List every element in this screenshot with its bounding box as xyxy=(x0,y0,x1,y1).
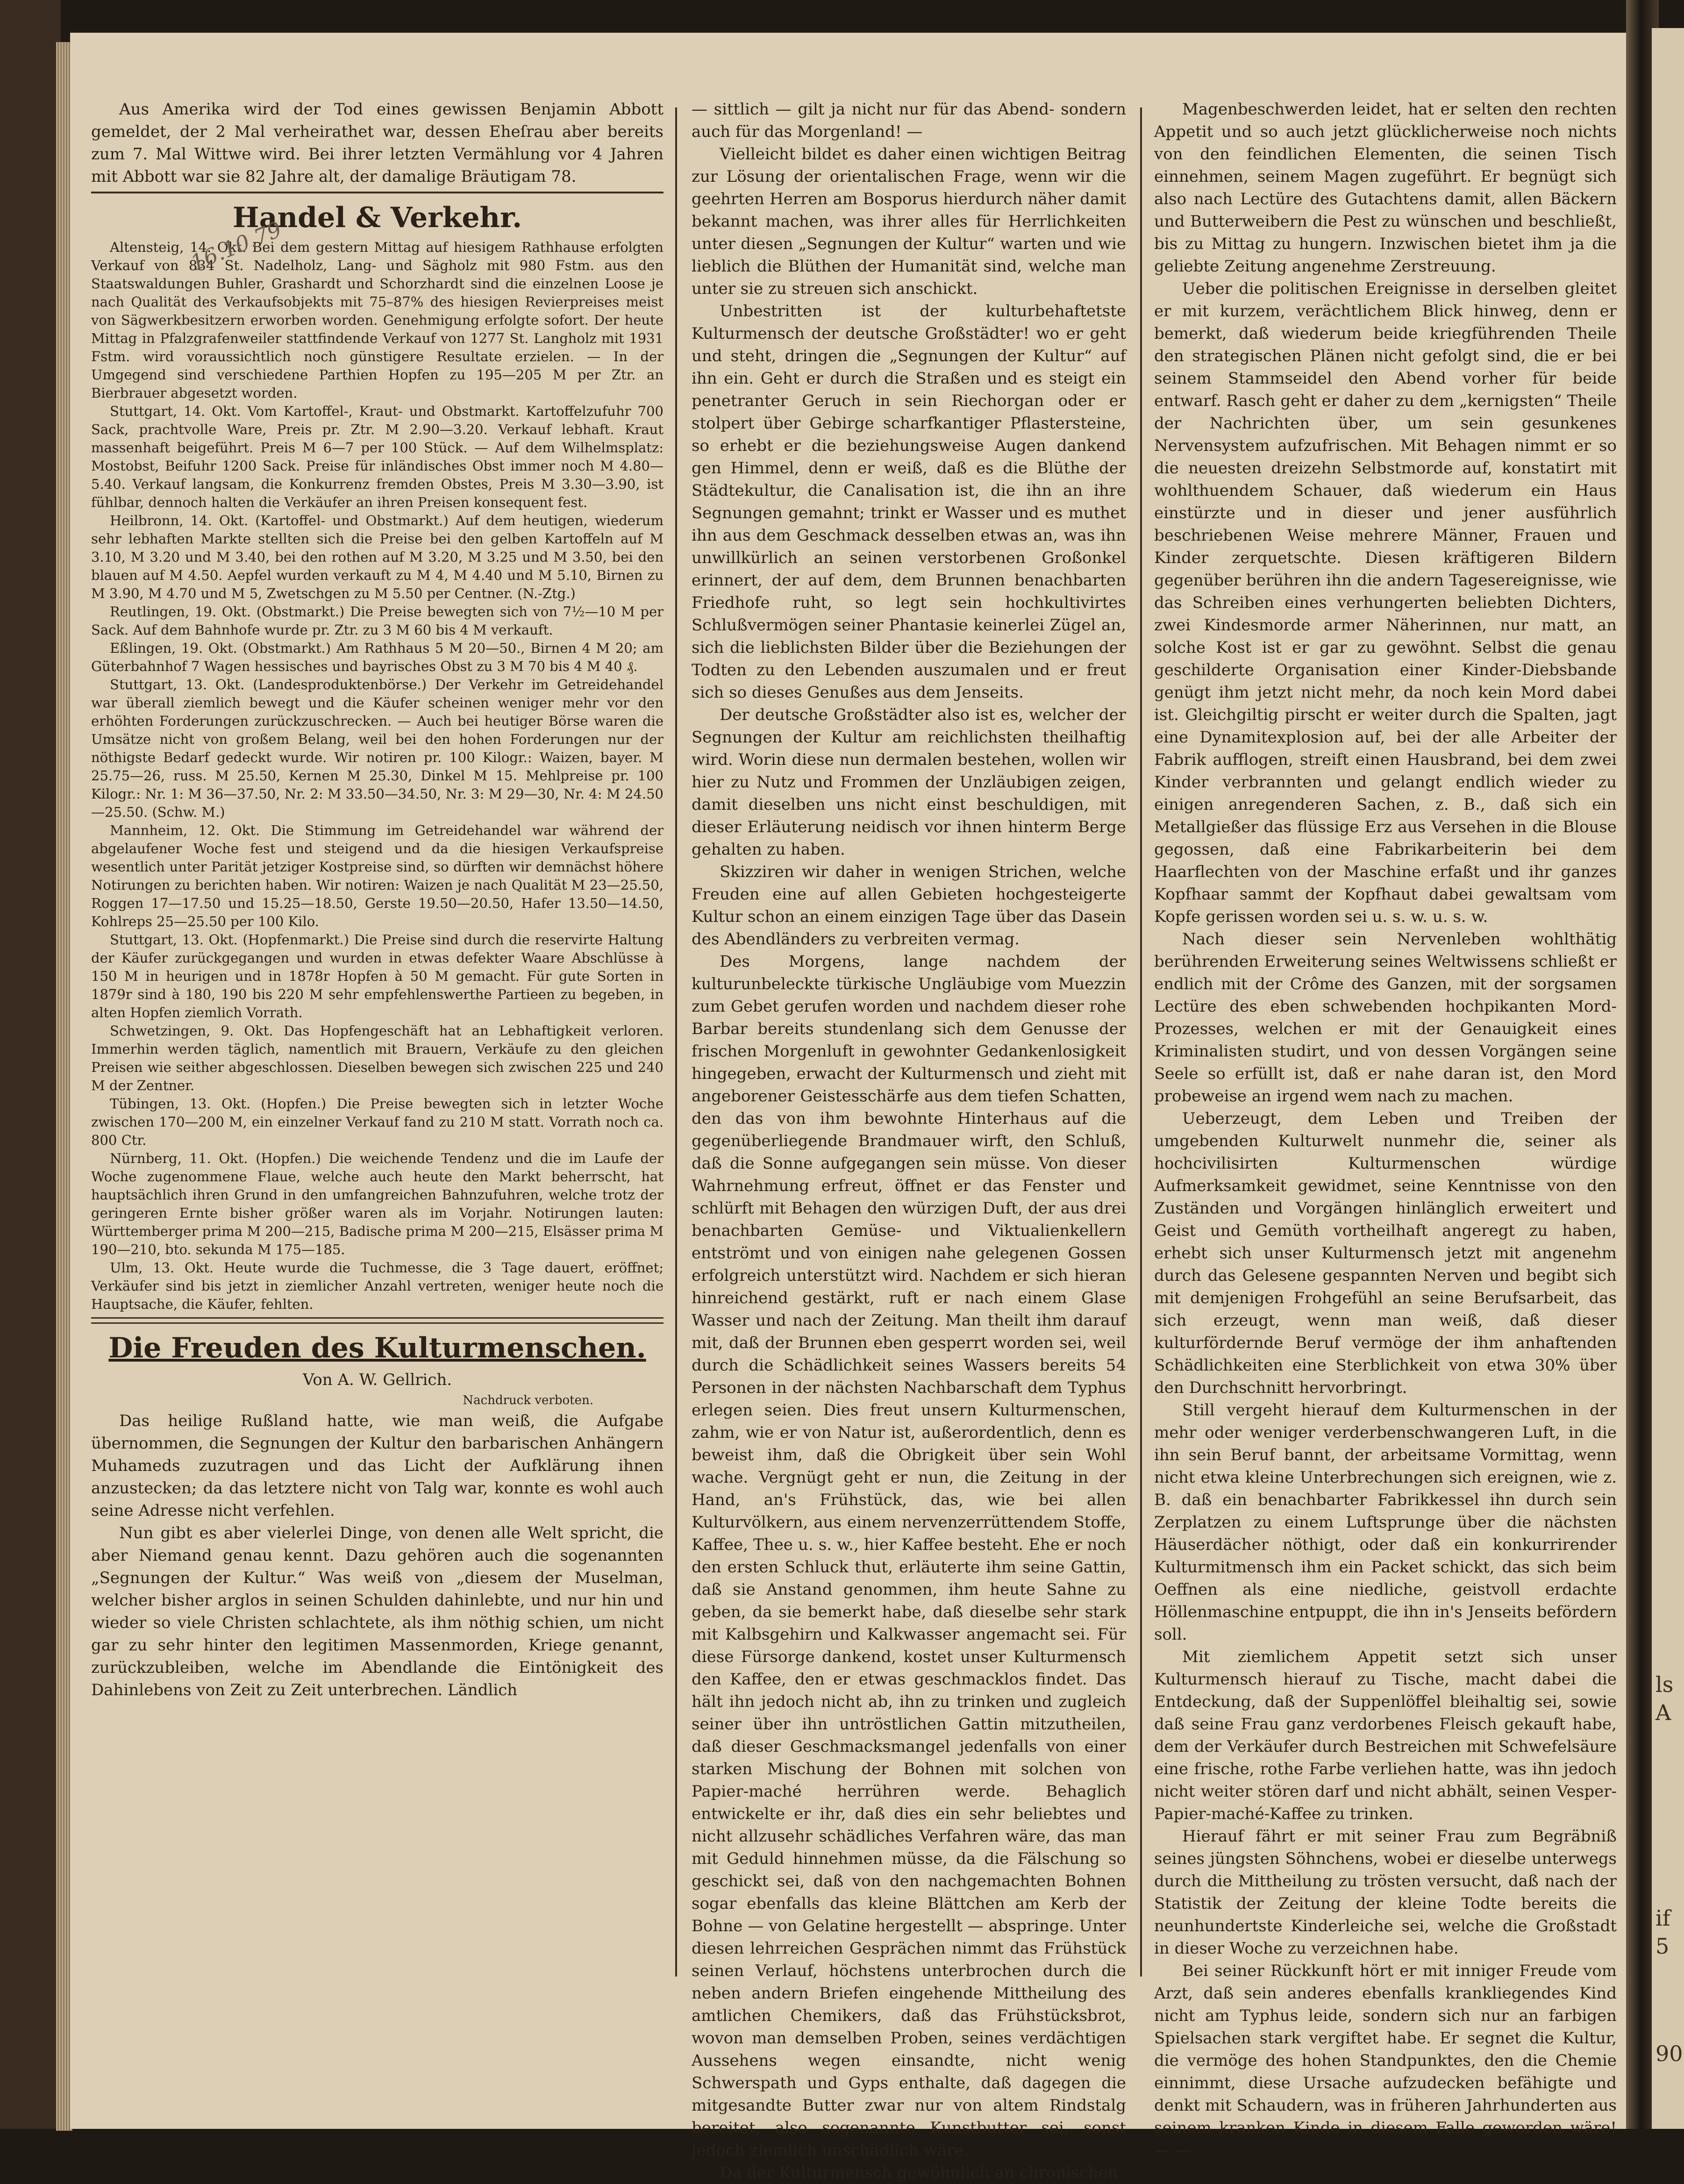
column-2 xyxy=(692,98,1126,2184)
feuilleton-paragraph: Der deutsche Großstädter also ist es, welcher der Segnungen der Kultur am reichlichsten theilhaftig wird. Worin diese nun dermalen bestehen, wollen wir hier zu Nutz und Frommen der Unzläubigen zeigen, damit dieselben uns nicht einst beschuldigen, mit dieser Erläuterung neidisch vor ihnen hinterm Berge gehalten zu haben. xyxy=(692,706,1126,859)
feuilleton-paragraph: Ueber die politischen Ereignisse in derselben gleitet er mit kurzem, verächtlichem Blick hinweg, denn er bemerkt, daß wiederum beide kriegführenden Theile den strategischen Plänen nicht gefolgt sind, die er bei seinem Stammseidel den Abend vorher für beide entwarf. Rasch geht er daher zu dem „kernigsten“ Theile der Nachrichten über, um sein gesunkenes Nervensystem aufzufrischen. Mit Behagen nimmt er so die neuesten dreizehn Selbstmorde auf, konstatirt mit wohlthuendem Schauer, daß wiederum ein Haus einstürzte und in dieser und jener ausführlich beschriebenen Weise mehrere Männer, Frauen und Kinder zerquetschte. Diesen kräftigeren Bildern gegenüber berühren ihn die andern Tagesereignisse, wie das Schreiben eines verhungerten beliebten Dichters, zwei Kindesmorde armer Näherinnen, nur matt, an solche Kost ist er gar zu gewöhnt. Selbst die genau geschilderte Organisation einer Kinder-Diebsbande genügt ihm jetzt nicht mehr, da noch kein Mord dabei ist. Gleichgiltig pirscht er weiter durch die Spalten, jagt eine Dynamitexplosion auf, bei der alle Arbeiter der Fabrik aufflogen, streift einen Hausbrand, bei dem zwei Kinder verbrannten und gelangt endlich wieder zu einigen anregenderen Sachen, z. B., daß sich ein Metallgießer das flüssige Erz aus Versehen in die Blouse gegossen, daß eine Fabrikarbeiterin bei dem Haarflechten von der Maschine erfaßt und ihr ganzes Kopfhaar sammt der Kopfhaut dabei gewaltsam vom Kopfe gerissen worden sei u. s. w. u. s. w. xyxy=(1154,279,1617,926)
market-report: Stuttgart, 13. Okt. (Hopfenmarkt.) Die Preise sind durch die reservirte Haltung der Käufer zurückgegangen und wurden in etwas defekter Waare Abschlüsse à 150 M in heurigen und in 1878r Hopfen à 50 M gemacht. Für gute Sorten in 1879r sind à 180, 190 bis 220 M sehr empfehlenswerthe Partieen zu begeben, in alten Hopfen ziemlich Vorrath. xyxy=(91,932,664,1021)
handwritten-date-note: 16.10.79 xyxy=(187,216,285,276)
next-page-edge xyxy=(1652,28,1684,2129)
column-rule xyxy=(1140,107,1142,1977)
book-cover-edge xyxy=(0,0,61,2129)
feuilleton-paragraph: Des Morgens, lange nachdem der kulturunbeleckte türkische Ungläubige vom Muezzin zum Gebet gerufen worden und nachdem dieser rohe Barbar bereits stundenlang sich dem Genusse der frischen Morgenluft in gewohnter Gedankenlosigkeit hingegeben, erwacht der Kulturmensch und zieht mit angeborener Geistesschärfe aus dem tiefen Schatten, den das von ihm bewohnte Hinterhaus auf die gegenüberliegende Brandmauer wirft, den Schluß, daß die Sonne aufgegangen sein müsse. Von dieser Wahrnehmung erfreut, öffnet er das Fenster und schlürft mit Behagen den würzigen Duft, der aus drei benachbarten Gemüse- und Viktualienkellern entströmt und von einigen nahe gelegenen Gossen erfolgreich unterstützt wird. Nachdem er sich hieran hinreichend gestärkt, ruft er nach einem Glase Wasser und nach der Zeitung. Man theilt ihm darauf mit, daß der Brunnen eben gesperrt worden sei, weil durch die Schädlichkeit seines Wassers bereits 54 Personen in der nächsten Nachbarschaft dem Typhus erlegen seien. Dies freut unsern Kulturmenschen, zahm, wie er von Natur ist, außerordentlich, denn es beweist ihm, daß die Obrigkeit über sein Wohl wache. Vergnügt geht er nun, die Zeitung in der Hand, an's Frühstück, das, wie bei allen Kulturvölkern, aus einem nervenzerrüttendem Stoffe, Kaffee, Thee u. s. w., hier Kaffee besteht. Ehe er noch den ersten Schluck thut, erläuterte ihm seine Gattin, daß sie Anstand genommen, ihm heute Sahne zu geben, da sie bemerkt habe, daß dieselbe sehr stark mit Kalbsgehirn und Kalkwasser angemacht sei. Für diese Fürsorge dankend, kostet unser Kulturmensch den Kaffee, den er etwas geschmacklos findet. Das hält ihn jedoch nicht ab, ihn zu trinken und zugleich seiner über ihn untröstlichen Gattin mitzutheilen, daß dieser Geschmacksmangel jedenfalls von einer starken Mischung der Bohnen mit solchen von Papier-maché herrühren werde. Behaglich entwickelte er ihr, daß dies ein sehr beliebtes und nicht allzusehr schädliches Verfahren wäre, das man mit Geduld hinnehmen müsse, da die Fälschung so geschickt sei, daß von den nachgemachten Bohnen sogar ebenfalls das kleine Blättchen am Kerb der Bohne — von Gelatine hergestellt — abspringe. Unter diesen lehrreichen Gesprächen nimmt das Frühstück seinen Verlauf, höchstens unterbrochen durch die neben andern Briefen eingehende Mittheilung des amtlichen Chemikers, daß das Frühstücksbrot, wovon man demselben Proben, seines verdächtigen Aussehens wegen einsandte, nicht wenig Schwerspath und Gyps enthalte, daß dagegen die mitgesandte Butter zwar nur von altem Rindstalg bereitet, also sogenannte Kunstbutter sei, sonst jedoch ziemlich unschädlich wäre. xyxy=(692,952,1126,2160)
market-report: Altensteig, 14. Okt. Bei dem gestern Mittag auf hiesigem Rathhause erfolgten Verkauf von 834 St. Nadelholz, Lang- und Sägholz mit 980 Fstm. aus den Staatswaldungen Buhler, Grashardt und Schorzhardt sind die einzelnen Loose je nach Qualität des Verkaufsobjekts mit 75–87% des hiesigen Revierpreises meist von Sägwerkbesitzern erworben worden. Genehmigung erfolgte sofort. Der heute Mittag in Pfalzgrafenweiler stattfindende Verkauf von 1277 St. Langholz mit 1931 Fstm. wird voraussichtlich noch günstigere Resultate erzielen. — In der Umgegend sind verschiedene Parthien Hopfen zu 195—205 M per Ztr. an Bierbrauer abgesetzt worden. xyxy=(91,239,664,401)
intro-paragraph: Aus Amerika wird der Tod eines gewissen Benjamin Abbott gemeldet, der 2 Mal verheirathet war, dessen Eheſrau aber bereits zum 7. Mal Wittwe wird. Bei ihrer letzten Vermählung vor 4 Jahren mit Abbott war sie 82 Jahre alt, der damalige Bräutigam 78. xyxy=(91,100,664,186)
next-page-fragment: 90 xyxy=(1655,2041,1683,2066)
column-rule xyxy=(675,107,677,1977)
market-report: Schwetzingen, 9. Okt. Das Hopfengeschäft hat an Lebhaftigkeit verloren. Immerhin werden täglich, namentlich mit Brauern, Verkäufe zu den gleichen Preisen wie seither abgeschlossen. Dieselben bewegen sich zwischen 225 und 240 M der Zentner. xyxy=(91,1023,664,1093)
market-report: Mannheim, 12. Okt. Die Stimmung im Getreidehandel war während der abgelaufener Woche fest und steigend und da die hiesigen Verkaufspreise wesentlich unter Parität jetziger Kostpreise sind, so dürften wir demnächst höhere Notirungen zu berichten haben. Wir notiren: Waizen je nach Qualität M 23—25.50, Roggen 17—17.50 und 15.25—18.50, Gerste 19.50—20.50, Hafer 13.50—14.50, Kohlreps 25—25.50 per 100 Kilo. xyxy=(91,822,664,929)
feuilleton-paragraph: Ueberzeugt, dem Leben und Treiben der umgebenden Kulturwelt nunmehr die, seiner als hochcivilisirten Kulturmenschen würdige Aufmerksamkeit gewidmet, seine Kenntnisse von den Zuständen und Vorgängen hinlänglich erweitert und Geist und Gemüth vortheilhaft angeregt zu haben, erhebt sich unser Kulturmensch jetzt mit angenehm durch das Gelesene gespannten Nerven und begibt sich mit demjenigen Frohgefühl an seine Berufsarbeit, das sich erzeugt, wenn man weiß, daß dieser kulturfördernde Beruf vermöge der ihm anhaftenden Schädlichkeiten eine Sterblichkeit von etwa 30% über den Durchschnitt hervorbringt. xyxy=(1154,1109,1617,1397)
market-report: Reutlingen, 19. Okt. (Obstmarkt.) Die Preise bewegten sich von 7½—10 M per Sack. Auf dem Bahnhofe wurde pr. Ztr. zu 3 M 60 bis 4 M verkauft. xyxy=(91,604,664,638)
next-page-fragment: if xyxy=(1655,1906,1670,1931)
next-page-fragment: A xyxy=(1655,1700,1671,1725)
column-1 xyxy=(91,98,664,1701)
feuilleton-paragraph: Das heilige Rußland hatte, wie man weiß, die Aufgabe übernommen, die Segnungen der Kultur den barbarischen Anhängern Muhameds zuzutragen und das Licht der Aufklärung ihnen anzustecken; da das letztere nicht von Talg war, konnte es wohl auch seine Adresse nicht verfehlen. xyxy=(91,1412,664,1520)
feuilleton-paragraph: Mit ziemlichem Appetit setzt sich unser Kulturmensch hierauf zu Tische, macht dabei die Entdeckung, daß der Suppenlöffel bleihaltig sei, sowie daß seine Frau ganz verdorbenes Fleisch gekauft habe, dem der Verkäufer durch Bestreichen mit Schwefelsäure eine frische, rothe Farbe verliehen hatte, was ihn jedoch nicht weiter stören darf und nicht abhält, seinen Vesper-Papier-maché-Kaffee zu trinken. xyxy=(1154,1648,1617,1823)
handel-heading: Handel & Verkehr. xyxy=(232,201,522,234)
feuilleton-heading: Die Freuden des Kulturmenschen. xyxy=(108,1332,646,1364)
section-divider xyxy=(91,192,664,193)
reprint-notice: Nachdruck verboten. xyxy=(463,1393,593,1407)
feuilleton-paragraph: — sittlich — gilt ja nicht nur für das Abend- sondern auch für das Morgenland! — xyxy=(692,100,1126,141)
author-byline: Von A. W. Gellrich. xyxy=(302,1370,452,1389)
next-page-fragment: ls xyxy=(1655,1672,1674,1697)
handel-section xyxy=(91,238,664,1313)
market-report: Stuttgart, 13. Okt. (Landesproduktenbörse.) Der Verkehr im Getreidehandel war überall ziemlich bewegt und die Käufer scheinen weniger mehr vor den erhöhten Forderungen zurückzuschrecken. — Auch bei heutiger Börse waren die Umsätze nicht von großem Belang, weil bei den hohen Forderungen nur der nöthigste Bedarf gedeckt wurde. Wir notiren pr. 100 Kilogr.: Waizen, bayer. M 25.75—26, russ. M 25.50, Kernen M 25.30, Dinkel M 15. Mehlpreise pr. 100 Kilogr.: Nr. 1: M 36—37.50, Nr. 2: M 33.50—34.50, Nr. 3: M 29—30, Nr. 4: M 24.50—25.50. (Schw. M.) xyxy=(91,677,664,820)
feuilleton-paragraph: Da der Kulturmensch gewöhnlich an chronischen xyxy=(720,2163,1118,2182)
next-page-fragment: 5 xyxy=(1655,1934,1670,1959)
market-report: Ulm, 13. Okt. Heute wurde die Tuchmesse, die 3 Tage dauert, eröffnet; Verkäufer sind bis jetzt in ziemlicher Anzahl vertreten, weniger heute noch die Hauptsache, die Käufer, fehlten. xyxy=(91,1260,664,1312)
feuilleton-paragraph: Skizziren wir daher in wenigen Strichen, welche Freuden eine auf allen Gebieten hochgesteigerte Kultur schon an einem einzigen Tage über das Dasein des Abendländers zu verbreiten vermag. xyxy=(692,863,1126,949)
feuilleton-divider xyxy=(91,1317,664,1324)
market-report: Eßlingen, 19. Okt. (Obstmarkt.) Am Rathhaus 5 M 20—50., Birnen 4 M 20; am Güterbahnhof 7 Wagen hessisches und bayrisches Obst zu 3 M 70 bis 4 M 40 ₰. xyxy=(91,640,664,674)
feuilleton-paragraph: Bei seiner Rückkunft hört er mit inniger Freude vom Arzt, daß sein anderes ebenfalls krankliegendes Kind nicht am Typhus leide, sondern sich nur an farbigen Spielsachen stark vergiftet habe. Er segnet die Kultur, die vermöge des hohen Standpunktes, den die Chemie einnimmt, diese Ursache aufzudecken befähigte und denkt mit Schaudern, was in früheren Jahrhunderten aus seinem kranken Kinde in diesem Falle geworden wäre! — — xyxy=(1154,1962,1617,2160)
feuilleton-paragraph: Unbestritten ist der kulturbehaftetste Kulturmensch der deutsche Großstädter! wo er geht und steht, dringen die „Segnungen der Kultur“ auf ihn ein. Geht er durch die Straßen und es steigt ein penetranter Geruch in sein Riechorgan oder er stolpert über Gebirge scharfkantiger Pflastersteine, so erhebt er die beziehungsweise Augen dankend gen Himmel, denn er weiß, daß es die Blüthe der Städtekultur, die Canalisation ist, die ihn an ihre Segnungen gemahnt; trinkt er Wasser und es muthet ihn aus dem Geschmack desselben etwas an, was ihn unwillkürlich an seinen verstorbenen Großonkel erinnert, der auf dem, dem Brunnen benachbarten Friedhofe ruht, so legt sein hochkultivirtes Schlußvermögen seiner Phantasie keinerlei Zügel an, sich die lieblichsten Bilder über die Beziehungen der Todten zu den Lebenden auszumalen und er freut sich so dieses Genußes aus dem Jenseits. xyxy=(692,302,1126,702)
feuilleton-paragraph: Magenbeschwerden leidet, hat er selten den rechten Appetit und so auch jetzt glücklicherweise noch nichts von den feindlichen Elementen, die seinen Tisch einnehmen, seinem Magen zugeführt. Er begnügt sich also nach Lectüre des Gutachtens damit, allen Bäckern und Butterweibern die Pest zu wünschen und beschließt, bis zu Mittag zu hungern. Inzwischen bietet ihm ja die geliebte Zeitung angenehme Zerstreuung. xyxy=(1154,100,1617,276)
market-report: Stuttgart, 14. Okt. Vom Kartoffel-, Kraut- und Obstmarkt. Kartoffelzufuhr 700 Sack, prachtvolle Ware, Preis pr. Ztr. M 2.90—3.20. Verkauf lebhaft. Kraut massenhaft beigeführt. Preis M 6—7 per 100 Stück. — Auf dem Wilhelmsplatz: Mostobst, Beifuhr 1200 Sack. Preise für inländisches Obst immer noch M 4.80—5.40. Verkauf langsam, die Konkurrenz fremden Obstes, Preis M 3.30—3.90, ist fühlbar, dennoch halten die Verkäufer an ihren Preisen konsequent fest. xyxy=(91,403,664,510)
feuilleton-paragraph: Nach dieser sein Nervenleben wohlthätig berührenden Erweiterung seines Weltwissens schließt er endlich mit der Crôme des Ganzen, mit der sorgsamen Lectüre des eben schwebenden hochpikanten Mord-Prozesses, welchen er mit der Genauigkeit eines Kriminalisten studirt, und von dessen Vorgängen seine Seele so erfüllt ist, daß er nahe daran ist, den Mord probeweise an irgend wem nach zu machen. xyxy=(1154,930,1617,1106)
feuilleton-paragraph: Hierauf fährt er mit seiner Frau zum Begräbniß seines jüngsten Söhnchens, wobei er dieselbe unterwegs durch die Mittheilung zu trösten versucht, daß nach der Statistik der Zeitung der kleine Todte bereits die neunhundertste Kinderleiche sei, welche die Großstadt in dieser Woche zu verzeichnen habe. xyxy=(1154,1827,1617,1958)
market-report: Nürnberg, 11. Okt. (Hopfen.) Die weichende Tendenz und die im Laufe der Woche zugenommene Flaue, welche auch heute den Markt beherrscht, hat hauptsächlich ihren Grund in den umfangreichen Bahnzufuhren, welche trotz der geringeren Ernte bisher größer waren als im Vorjahr. Notirungen lauten: Württemberger prima M 200—215, Badische prima M 200—215, Elsässer prima M 190—210, bto. sekunda M 175—185. xyxy=(91,1150,664,1257)
market-report: Tübingen, 13. Okt. (Hopfen.) Die Preise bewegten sich in letzter Woche zwischen 170—200 M, ein einzelner Verkauf fand zu 210 M statt. Vorrath noch ca. 800 Ctr. xyxy=(91,1096,664,1148)
market-report: Heilbronn, 14. Okt. (Kartoffel- und Obstmarkt.) Auf dem heutigen, wiederum sehr lebhaften Markte stellten sich die Preise bei den gelben Kartoffeln auf M 3.10, M 3.20 und M 3.40, bei den rothen auf M 3.20, M 3.25 und M 3.50, bei den blauen auf M 4.50. Aepfel wurden verkauft zu M 4, M 4.40 und M 5.10, Birnen zu M 3.90, M 4.70 und M 5, Zwetschgen zu M 5.50 per Centner. (N.-Ztg.) xyxy=(91,513,664,601)
feuilleton-paragraph: Still vergeht hierauf dem Kulturmenschen in der mehr oder weniger verderbenschwangeren Luft, in die ihn sein Beruf bannt, der arbeitsame Vormittag, wenn nicht etwa kleine Unterbrechungen sich ereignen, wie z. B. daß ein benachbarter Fabrikkessel ihn durch sein Zerplatzen zu einem Luftsprunge über die nächsten Häuserdächer nöthigt, oder daß ein konkurrirender Kulturmitmensch ihm ein Packet schickt, das sich beim Oeffnen als eine niedliche, geistvoll erdachte Höllenmaschine entpuppt, die ihn in's Jenseits befördern soll. xyxy=(1154,1401,1617,1644)
feuilleton-paragraph: Nun gibt es aber vielerlei Dinge, von denen alle Welt spricht, die aber Niemand genau kennt. Dazu gehören auch die sogenannten „Segnungen der Kultur.“ Was weiß von „diesem der Muselman, welcher bisher arglos in seinen Schulden dahinlebte, und nur hin und wieder so viele Christen schlachtete, als ihm nöthig schien, um nicht gar zu sehr hinter den legitimen Massenmorden, Kriege genannt, zurückzubleiben, welche im Abendlande die Eintönigkeit des Dahinlebens von Zeit zu Zeit unterbrechen. Ländlich xyxy=(91,1524,664,1699)
column-3 xyxy=(1154,98,1617,2162)
feuilleton-paragraph: Vielleicht bildet es daher einen wichtigen Beitrag zur Lösung der orientalischen Frage, wenn wir die geehrten Herren am Bosporus hierdurch näher damit bekannt machen, was ihrer alles für Herrlichkeiten unter diesen „Segnungen der Kultur“ warten und wie lieblich die Blüthen der Humanität sind, welche man unter sie zu streuen sich anschickt. xyxy=(692,145,1126,298)
